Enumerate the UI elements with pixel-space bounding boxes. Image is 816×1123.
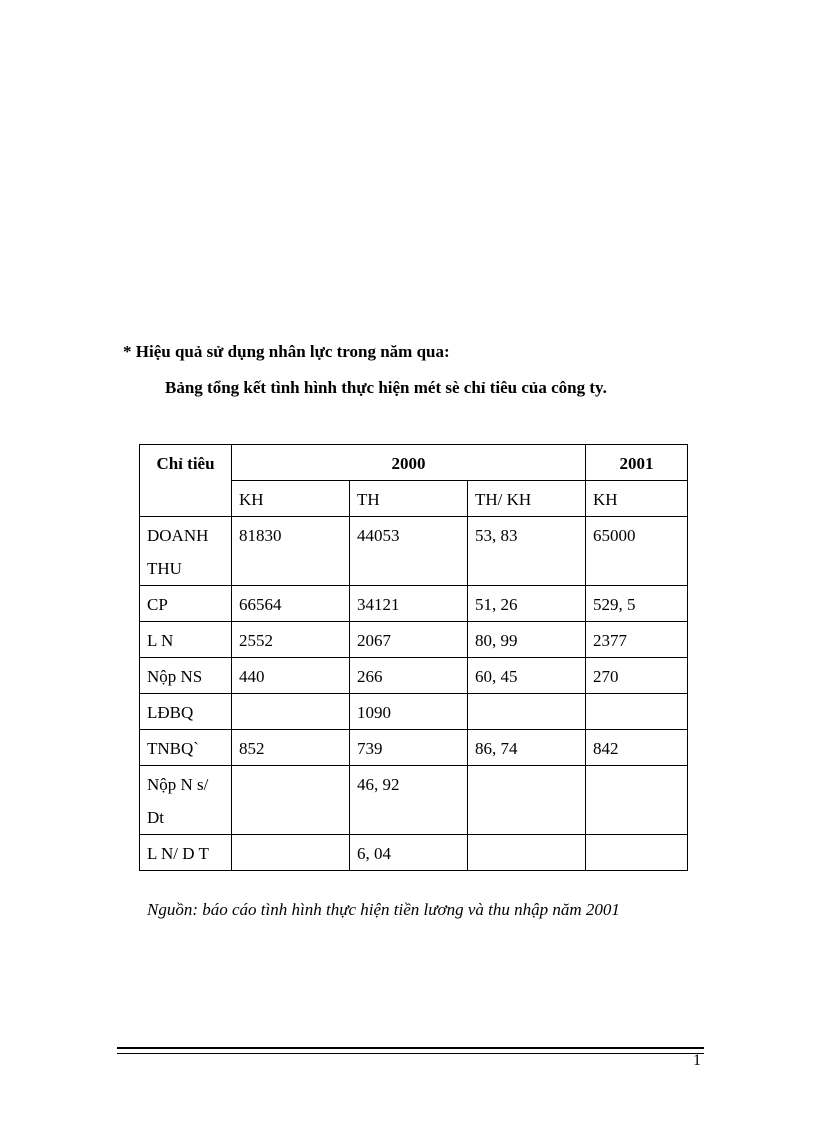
table-cell — [468, 766, 586, 835]
row-label: CP — [140, 586, 232, 622]
table-cell: 66564 — [232, 586, 350, 622]
table-cell: 270 — [586, 658, 688, 694]
table-cell: 852 — [232, 730, 350, 766]
subheader-cell: TH/ KH — [468, 481, 586, 517]
table-cell — [232, 694, 350, 730]
table-row — [140, 517, 688, 586]
table-cell: 2552 — [232, 622, 350, 658]
subheader-cell: KH — [586, 481, 688, 517]
table-cell: 65000 — [586, 517, 688, 586]
row-label: Nộp NS — [140, 658, 232, 694]
table-cell — [468, 835, 586, 871]
table-cell: 1090 — [350, 694, 468, 730]
table-cell — [586, 835, 688, 871]
header-year-2001: 2001 — [586, 445, 688, 481]
row-label: LĐBQ — [140, 694, 232, 730]
row-label: Nộp N s/ Dt — [140, 766, 232, 835]
table-cell: 53, 83 — [468, 517, 586, 586]
table-cell: 529, 5 — [586, 586, 688, 622]
table-cell — [232, 766, 350, 835]
subheader-cell: KH — [232, 481, 350, 517]
table-header-row — [140, 445, 688, 481]
section-heading: * Hiệu quả sử dụng nhân lực trong năm qua: — [123, 342, 450, 361]
table-cell: 440 — [232, 658, 350, 694]
table-cell: 2377 — [586, 622, 688, 658]
table-cell: 6, 04 — [350, 835, 468, 871]
table-cell — [586, 694, 688, 730]
table-row — [140, 694, 688, 730]
row-label: TNBQ` — [140, 730, 232, 766]
table-row — [140, 586, 688, 622]
table-cell: 80, 99 — [468, 622, 586, 658]
table-row — [140, 766, 688, 835]
table-cell — [586, 766, 688, 835]
table-cell: 86, 74 — [468, 730, 586, 766]
table-cell: 60, 45 — [468, 658, 586, 694]
table-row — [140, 658, 688, 694]
table-cell: 51, 26 — [468, 586, 586, 622]
table-row — [140, 835, 688, 871]
table-cell: 266 — [350, 658, 468, 694]
table-cell: 81830 — [232, 517, 350, 586]
row-label: DOANH THU — [140, 517, 232, 586]
table-cell: 46, 92 — [350, 766, 468, 835]
table-caption: Bảng tổng kết tình hình thực hiện mét sè chỉ tiêu của công ty. — [165, 378, 607, 397]
summary-table — [139, 444, 688, 871]
table-cell — [468, 694, 586, 730]
page-number: 1 — [693, 1052, 701, 1069]
table-row — [140, 730, 688, 766]
table-row — [140, 622, 688, 658]
table-cell: 34121 — [350, 586, 468, 622]
row-label: L N/ D T — [140, 835, 232, 871]
table-cell — [232, 835, 350, 871]
table-cell: 2067 — [350, 622, 468, 658]
header-year-2000: 2000 — [232, 445, 586, 481]
footer-divider — [117, 1047, 704, 1054]
header-indicator: Chỉ tiêu — [140, 445, 232, 517]
table-cell: 44053 — [350, 517, 468, 586]
table-cell: 739 — [350, 730, 468, 766]
row-label: L N — [140, 622, 232, 658]
source-note: Nguồn: báo cáo tình hình thực hiện tiền lương và thu nhập năm 2001 — [147, 900, 620, 919]
subheader-cell: TH — [350, 481, 468, 517]
table-cell: 842 — [586, 730, 688, 766]
